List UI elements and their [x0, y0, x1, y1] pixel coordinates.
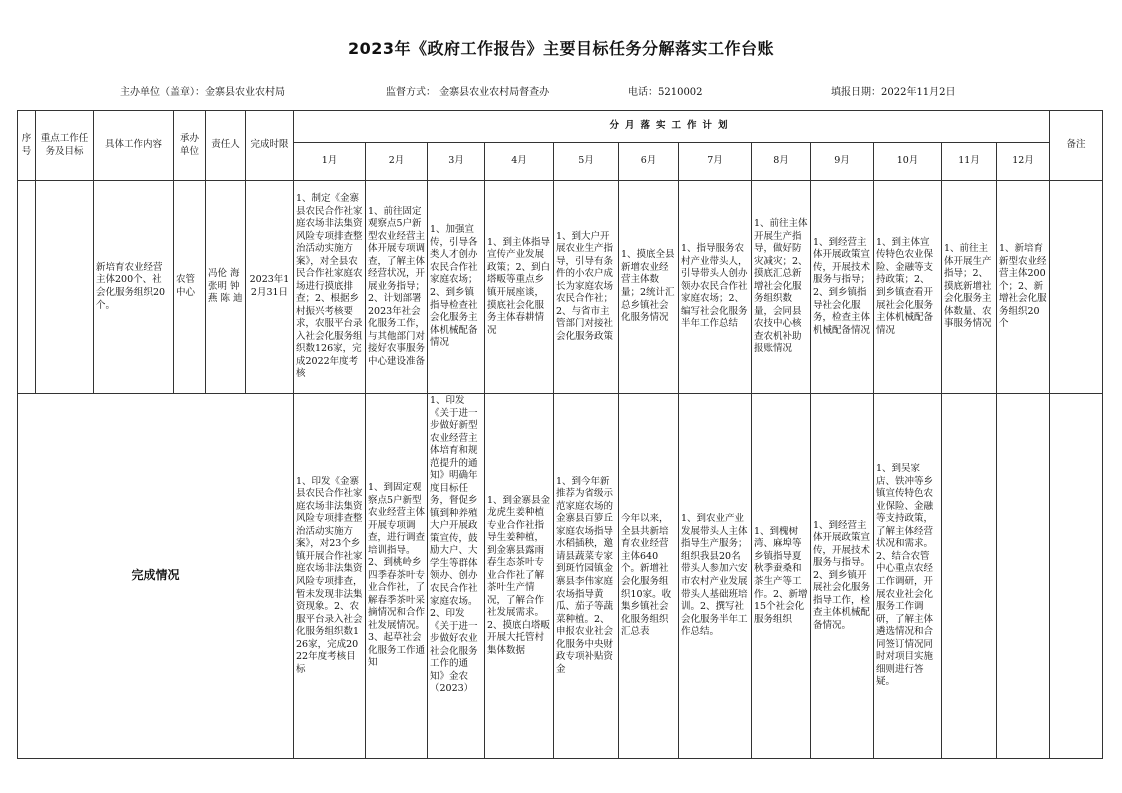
cell-person: 冯伦 海 张明 钟 燕 陈 迪 — [206, 181, 246, 394]
completion-month-10: 1、到吴家店、铁冲等乡镇宣传特色农业保险、金融等支持政策，了解主体经营状况和需求。2、结合农管中心重点农经工作调研，开展农业社会化服务工作调研，了解主体遴选情况和合同签订情况同时对项目实施细则进行答疑。 — [876, 463, 934, 688]
plan-month-4: 1、到主体指导宣传产业发展政策；2、到白塔畈等重点乡镇开展座谈，摸底社会化服务主体春耕情况 — [485, 181, 554, 394]
plan-month-12: 1、新培育新型农业经营主体200个；2、新增社会化服务组织20个 — [997, 181, 1050, 394]
header-month-11: 11月 — [942, 143, 997, 181]
completion-month-5: 1、到今年新推荐为省级示范家庭农场的金寨县百箩丘家庭农场指导水稻插秧，邀请县蔬菜专家到斑竹园镇金寨县李伟家庭农场指导黄瓜、茄子等蔬菜种植。2、申报农业社会化服务中央财政专项补贴资金 — [556, 475, 614, 675]
cell-deadline: 2023年12月31日 — [246, 181, 294, 394]
cell-unit: 农管中心 — [174, 181, 206, 394]
plan-month-3: 1、加强宣传，引导各类人才创办农民合作社家庭农场；2、到乡镇指导检查社会化服务主体机械配备情况 — [428, 181, 485, 394]
supervision-info: 监督方式： 金寨县农业农村局督查办 — [386, 87, 550, 98]
plan-month-9: 1、到经营主体开展政策宣传，开展技术服务与指导；2、到乡镇指导社会化服务，检查主体机械配备情况 — [811, 181, 874, 394]
completion-row — [18, 394, 1103, 759]
header-monthly-plan: 分月落实工作计划 — [294, 111, 1050, 143]
cell-task — [36, 181, 94, 394]
plan-month-7: 1、指导服务农村产业带头人，引导带头人创办领办农民合作社家庭农场；2、编写社会化服务半年工作总结 — [679, 181, 752, 394]
header-person: 责任人 — [206, 111, 246, 181]
plan-month-5: 1、到大户开展农业生产指导，引导有条件的小农户成长为家庭农场农民合作社；2、与省市主管部门对接社会化服务政策 — [554, 181, 619, 394]
completion-month-4: 1、到金寨县金龙虎生姜种植专业合作社指导生姜种植，到金寨县露雨春生态茶叶专业合作社了解茶叶生产情况，了解合作社发展需求。2、摸底白塔畈开展大托管村集体数据 — [487, 494, 551, 656]
completion-note — [1050, 394, 1103, 759]
plan-month-8: 1、前往主体开展生产指导，做好防灾减灾；2、摸底汇总新增社会化服务组织数量，会同县农技中心核查农机补助报账情况 — [752, 181, 811, 394]
cell-seq — [18, 181, 36, 394]
completion-month-2: 1、到固定观察点5户新型农业经营主体开展专项调查，进行调查培训指导。2、到桃岭乡四季春茶叶专业合作社，了解春季茶叶采摘情况和合作社发展情况。3、起草社会化服务工作通知 — [368, 482, 425, 669]
header-month-8: 8月 — [752, 143, 811, 181]
cell-note — [1050, 181, 1103, 394]
header-unit: 承办单位 — [174, 111, 206, 181]
header-month-12: 12月 — [997, 143, 1050, 181]
completion-month-9: 1、到经营主体开展政策宣传，开展技术服务与指导。2、到乡镇开展社会化服务指导工作，检查主体机械配备情况。 — [813, 519, 871, 631]
header-month-9: 9月 — [811, 143, 874, 181]
organizer-info: 主办单位（盖章）：金寨县农业农村局 — [120, 87, 285, 98]
header-month-4: 4月 — [485, 143, 554, 181]
page-title: 2023年《政府工作报告》主要目标任务分解落实工作台账 — [347, 39, 775, 58]
header-content: 具体工作内容 — [94, 111, 174, 181]
ledger-table — [17, 110, 1103, 759]
completion-label: 完成情况 — [18, 394, 294, 759]
report-date: 填报日期：2022年11月2日 — [831, 87, 956, 98]
completion-month-6: 今年以来，全县共新培育农业经营主体640个。新增社会化服务组织10家。收集乡镇社会化服务组织汇总表 — [621, 513, 672, 638]
plan-month-1: 1、制定《金寨县农民合作社家庭农场非法集资风险专项排查整治活动实施方案》，对全县农民合作社家庭农场进行摸底排查；2、根据乡村振兴考核要求，农服平台录入社会化服务组织数126家，完成2022年度考核 — [294, 181, 366, 394]
completion-month-3: 1、印发《关于进一步做好新型农业经营主体培育和规范提升的通知》明确年度目标任务，督促乡镇到种养殖大户开展政策宣传，鼓励大户、大学生等群体领办、创办农民合作社家庭农场。2、印发《关于进一步做好农业社会化服务工作的通知》金农（2023） — [430, 395, 478, 695]
completion-month-1: 1、印发《金寨县农民合作社家庭农场非法集资风险专项排查整治活动实施方案》，对23个乡镇开展合作社家庭农场非法集资风险专项排查，暂未发现非法集资现象。2、农服平台录入社会化服务组织数126家，完成2022年度考核目标 — [296, 475, 363, 675]
header-deadline: 完成时限 — [246, 111, 294, 181]
plan-month-2: 1、前往固定观察点5户新型农业经营主体开展专项调查，了解主体经营状况，开展业务指导；2、计划部署2023年社会化服务工作，与其他部门对接好农事服务中心建设准备 — [366, 181, 428, 394]
completion-month-7: 1、到农业产业发展带头人主体指导生产服务；组织我县20名带头人参加六安市农村产业发展带头人基础班培训。2、撰写社会化服务半年工作总结。 — [681, 513, 748, 638]
header-note: 备注 — [1050, 111, 1103, 181]
header-month-5: 5月 — [554, 143, 619, 181]
phone-info: 电话：5210002 — [628, 87, 703, 98]
table-row — [18, 181, 1103, 394]
completion-month-8: 1、到槐树湾、麻埠等乡镇指导夏秋季蚕桑和茶生产等工作。2、新增15个社会化服务组织 — [754, 525, 808, 625]
header-month-6: 6月 — [619, 143, 679, 181]
header-seq: 序号 — [18, 111, 36, 181]
header-month-7: 7月 — [679, 143, 752, 181]
plan-month-11: 1、前往主体开展生产指导；2、摸底新增社会化服务主体数量、农事服务情况 — [942, 181, 997, 394]
plan-month-10: 1、到主体宣传特色农业保险、金融等支持政策；2、到乡镇查看开展社会化服务主体机械配备情况 — [874, 181, 942, 394]
cell-content: 新培育农业经营主体200个、社会化服务组织20个。 — [94, 181, 174, 394]
plan-month-6: 1、摸底全县新增农业经营主体数量；2统计汇总乡镇社会化服务情况 — [619, 181, 679, 394]
header-month-10: 10月 — [874, 143, 942, 181]
header-month-2: 2月 — [366, 143, 428, 181]
header-month-3: 3月 — [428, 143, 485, 181]
header-task: 重点工作任务及目标 — [36, 111, 94, 181]
header-month-1: 1月 — [294, 143, 366, 181]
